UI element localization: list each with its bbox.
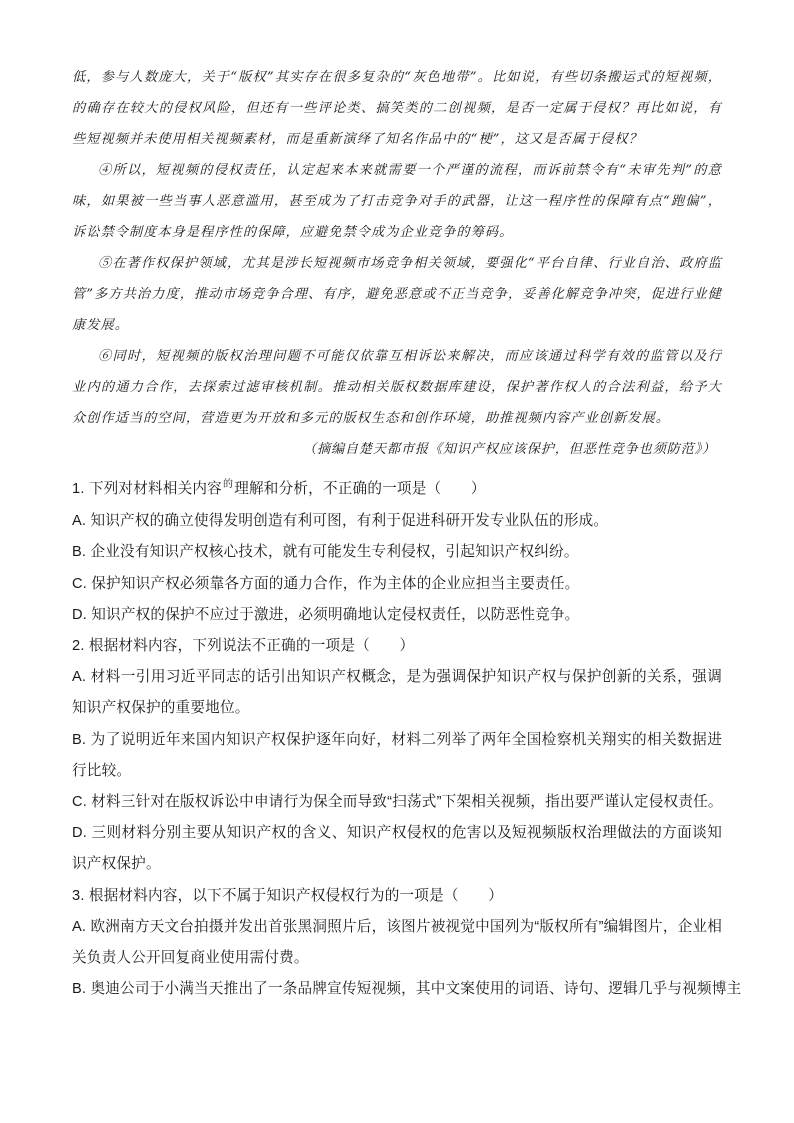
question-1-option-c: C. 保护知识产权必须靠各方面的通力合作，作为主体的企业应担当主要责任。 [72,575,580,592]
passage-paragraph-6: ⑥同时，短视频的版权治理问题不可能仅依靠互相诉讼来解决，而应该通过科学有效的监管以及行业内的通力合作，去探索过滤审核机制。推动相关版权数据库建设，保护著作权人的合法利益，给予大众创作适当的空间，营造更为开放和多元的版权生态和创作环境，助推视频内容产业创新发展。 [72,349,722,426]
question-2-option-a: A. 材料一引用习近平同志的话引出知识产权概念，是为强调保护知识产权与保护创新的关系，强调知识产权保护的重要地位。 [72,669,722,717]
passage-paragraph-5: ⑤在著作权保护领域，尤其是涉长短视频市场竞争相关领域，要强化“平台自律、行业自治、政府监管”多方共治力度，推动市场竞争合理、有序，避免恶意或不正当竞争，妥善化解竞争冲突，促进行业健康发展。 [72,256,722,333]
passage-source: （摘编自楚天都市报《知识产权应该保护，但恶性竞争也须防范》） [302,442,716,457]
question-1-option-d: D. 知识产权的保护不应过于激进，必须明确地认定侵权责任，以防恶性竞争。 [72,606,580,623]
question-1 [72,474,722,631]
question-1-stem: 1. 下列对材料相关内容$^的$理解和分析，不正确的一项是（ ） [72,479,486,497]
stray-mark: 的 [222,479,234,490]
passage-paragraph-4: ④所以，短视频的侵权责任，认定起来本来就需要一个严谨的流程，而诉前禁令有“未审先判”的意味，如果被一些当事人恶意滥用，甚至成为了打击竞争对手的武器，让这一程序性的保障有点“跑偏”，诉讼禁令制度本身是程序性的保障，应避免禁令成为企业竞争的筹码。 [72,163,722,240]
reading-passage [72,62,722,465]
question-2-option-c: C. 材料三针对在版权诉讼中申请行为保全而导致“扫荡式”下架相关视频，指出要严谨认定侵权责任。 [72,794,723,811]
question-2 [72,631,722,881]
question-2-option-d: D. 三则材料分别主要从知识产权的含义、知识产权侵权的危害以及短视频版权治理做法的方面谈知识产权保护。 [72,825,722,873]
question-1-option-a: A. 知识产权的确立使得发明创造有利可图，有利于促进科研开发专业队伍的形成。 [72,513,609,530]
question-3-stem: 3. 根据材料内容，以下不属于知识产权侵权行为的一项是（ ） [72,887,504,904]
passage-paragraph-continuation: 低，参与人数庞大，关于“版权”其实存在很多复杂的“灰色地带”。比如说，有些切条搬运式的短视频，的确存在较大的侵权风险，但还有一些评论类、搞笑类的二创视频，是否一定属于侵权？再比如说，有些短视频并未使用相关视频素材，而是重新演绎了知名作品中的“梗”，这又是否属于侵权？ [72,70,722,147]
questions-section [72,474,742,1005]
question-3 [72,881,742,1006]
question-3-option-b: B. 奥迪公司于小满当天推出了一条品牌宣传短视频，其中文案使用的词语、诗句、逻辑几乎与视频博主 [72,981,742,998]
question-2-stem: 2. 根据材料内容，下列说法不正确的一项是（ ） [72,638,415,655]
question-1-option-b: B. 企业没有知识产权核心技术，就有可能发生专利侵权，引起知识产权纠纷。 [72,544,579,561]
question-2-option-b: B. 为了说明近年来国内知识产权保护逐年向好，材料二列举了两年全国检察机关翔实的相关数据进行比较。 [72,731,722,779]
question-3-option-a: A. 欧洲南方天文台拍摄并发出首张黑洞照片后，该图片被视觉中国列为“版权所有”编辑图片，企业相关负责人公开回复商业使用需付费。 [72,918,722,967]
